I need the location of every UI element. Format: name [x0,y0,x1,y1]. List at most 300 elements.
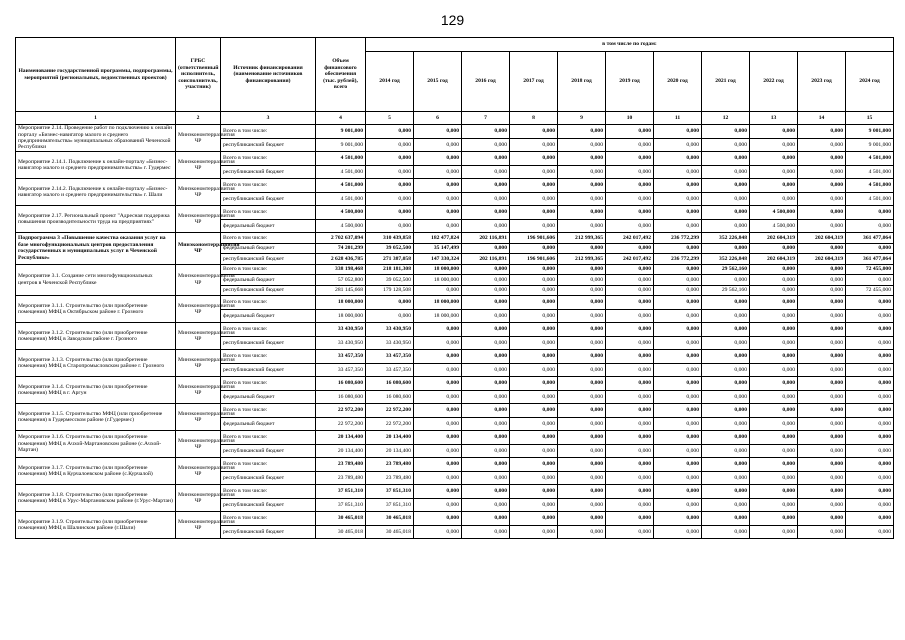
year-header: 2016 год [462,52,510,112]
measure-name: Мероприятие 2.17. Региональный проект "Адресная поддержка повышения производительности труда на предприятиях" [16,206,176,233]
year-value: 18 000,000 [414,264,462,275]
year-value: 0,000 [702,243,750,254]
year-value: 37 851,310 [366,498,414,512]
year-value: 16 080,600 [366,390,414,404]
year-value: 0,000 [510,390,558,404]
year-value: 212 999,365 [558,254,606,265]
year-value: 0,000 [462,498,510,512]
year-value: 147 330,324 [414,254,462,265]
year-value: 0,000 [606,444,654,458]
measure-name: Мероприятие 3.1.4. Строительство (или приобретение помещения) МФЦ в г. Аргун [16,377,176,404]
table-row [16,323,894,337]
year-value: 0,000 [414,525,462,539]
column-number: 8 [510,112,558,125]
year-value: 0,000 [414,192,462,206]
year-value: 0,000 [510,431,558,445]
year-value: 0,000 [654,309,702,323]
year-value: 0,000 [366,206,414,220]
year-value: 0,000 [654,390,702,404]
year-value: 0,000 [606,192,654,206]
column-number: 9 [558,112,606,125]
year-value: 0,000 [510,471,558,485]
year-value: 0,000 [558,404,606,418]
year-value: 0,000 [510,525,558,539]
year-value: 0,000 [702,192,750,206]
year-value: 0,000 [654,525,702,539]
year-value: 0,000 [702,431,750,445]
year-value: 0,000 [462,309,510,323]
year-value: 0,000 [846,471,894,485]
year-value: 0,000 [558,179,606,193]
header-source: Источник финансирования (наименование источников финансирования) [221,38,316,112]
year-value: 0,000 [558,458,606,472]
year-value: 179 128,508 [366,285,414,296]
year-value: 242 017,492 [606,254,654,265]
year-value: 0,000 [558,296,606,310]
funding-source: республиканский бюджет [221,165,316,179]
total-value: 4 501,000 [316,179,366,193]
financing-table [15,37,894,539]
year-value: 0,000 [750,323,798,337]
year-value: 0,000 [558,285,606,296]
year-value: 0,000 [798,471,846,485]
year-value: 0,000 [702,165,750,179]
year-value: 0,000 [654,192,702,206]
total-value: 4 501,000 [316,165,366,179]
year-value: 0,000 [462,404,510,418]
measure-name: Мероприятие 3.1.6. Строительство (или приобретение помещения) МФЦ в Ачхой-Мартановском районе (с.Ачхой-Мартан) [16,431,176,458]
year-value: 0,000 [654,336,702,350]
year-value: 0,000 [846,485,894,499]
year-value: 0,000 [798,417,846,431]
year-value: 0,000 [750,350,798,364]
year-value: 0,000 [606,152,654,166]
year-value: 0,000 [462,192,510,206]
year-value: 0,000 [462,264,510,275]
year-value: 0,000 [606,471,654,485]
year-value: 0,000 [606,431,654,445]
year-value: 4 501,000 [846,152,894,166]
year-value: 0,000 [702,206,750,220]
grbs-cell: Минэкономтерразвития ЧР [176,377,221,404]
total-value: 20 134,400 [316,444,366,458]
year-value: 0,000 [606,264,654,275]
funding-source: Всего в том числе: [221,431,316,445]
year-value: 0,000 [558,525,606,539]
year-value: 0,000 [702,525,750,539]
funding-source: республиканский бюджет [221,254,316,265]
year-value: 0,000 [510,444,558,458]
total-value: 281 145,668 [316,285,366,296]
year-value: 22 972,200 [366,404,414,418]
year-value: 196 901,606 [510,233,558,244]
year-value: 18 000,000 [414,296,462,310]
year-value: 0,000 [510,498,558,512]
funding-source: Всего в том числе: [221,296,316,310]
year-value: 0,000 [654,363,702,377]
year-value: 0,000 [606,206,654,220]
total-value: 23 789,480 [316,471,366,485]
year-value: 0,000 [510,458,558,472]
funding-source: Всего в том числе: [221,377,316,391]
grbs-cell: Минэкономтерразвития ЧР [176,323,221,350]
year-value: 33 430,950 [366,336,414,350]
year-value: 0,000 [846,431,894,445]
year-value: 0,000 [654,471,702,485]
year-header: 2017 год [510,52,558,112]
year-value: 16 080,600 [366,377,414,391]
grbs-cell: Минэкономтерразвития ЧР [176,350,221,377]
year-value: 0,000 [654,179,702,193]
year-value: 0,000 [798,125,846,139]
year-value: 0,000 [414,336,462,350]
year-value: 0,000 [414,485,462,499]
year-value: 0,000 [606,498,654,512]
year-value: 0,000 [606,336,654,350]
year-value: 0,000 [414,323,462,337]
total-value: 74 201,299 [316,243,366,254]
table-row [16,179,894,193]
total-value: 4 501,000 [316,192,366,206]
funding-source: федеральный бюджет [221,417,316,431]
year-value: 0,000 [414,179,462,193]
year-value: 0,000 [462,165,510,179]
year-value: 0,000 [654,264,702,275]
year-value: 0,000 [606,138,654,152]
year-value: 0,000 [798,336,846,350]
year-value: 0,000 [558,192,606,206]
year-value: 0,000 [558,206,606,220]
year-value: 0,000 [414,138,462,152]
year-value: 202 604,319 [798,254,846,265]
year-value: 0,000 [750,431,798,445]
header-grbs: ГРБС (ответственный исполнитель, соисполнитель, участник) [176,38,221,112]
funding-source: республиканский бюджет [221,471,316,485]
column-number: 6 [414,112,462,125]
year-value: 0,000 [366,192,414,206]
year-value: 9 001,000 [846,138,894,152]
year-value: 0,000 [750,275,798,286]
year-value: 0,000 [510,264,558,275]
funding-source: федеральный бюджет [221,275,316,286]
year-value: 0,000 [606,125,654,139]
year-value: 0,000 [798,485,846,499]
year-value: 0,000 [750,363,798,377]
year-value: 0,000 [798,165,846,179]
year-value: 39 052,500 [366,275,414,286]
year-value: 0,000 [558,138,606,152]
header-total: Объем финансового обеспечения (тыс. рублей), всего [316,38,366,112]
year-value: 0,000 [798,138,846,152]
year-value: 0,000 [558,417,606,431]
year-value: 0,000 [750,417,798,431]
year-value: 218 181,308 [366,264,414,275]
year-value: 0,000 [702,498,750,512]
year-value: 0,000 [846,350,894,364]
year-value: 0,000 [702,125,750,139]
year-header: 2015 год [414,52,462,112]
year-value: 22 972,200 [366,417,414,431]
header-years-group: в том числе по годам: [366,38,894,52]
year-value: 0,000 [654,350,702,364]
year-value: 39 052,500 [366,243,414,254]
year-value: 0,000 [510,152,558,166]
year-value: 0,000 [702,417,750,431]
year-value: 0,000 [558,125,606,139]
year-value: 0,000 [414,390,462,404]
total-value: 18 000,000 [316,296,366,310]
year-value: 0,000 [846,404,894,418]
year-value: 0,000 [462,512,510,526]
year-value: 0,000 [462,377,510,391]
funding-source: Всего в том числе: [221,233,316,244]
measure-name: Мероприятие 2.14.1. Подключение к онлайн-порталу «Бизнес-навигатор малого и среднего предпринимательства» г. Гудермес [16,152,176,179]
year-value: 212 999,365 [558,233,606,244]
year-value: 0,000 [414,471,462,485]
year-value: 0,000 [750,444,798,458]
year-value: 236 772,299 [654,254,702,265]
year-value: 0,000 [654,138,702,152]
year-value: 0,000 [846,363,894,377]
year-value: 0,000 [846,336,894,350]
funding-source: Всего в том числе: [221,512,316,526]
measure-name: Мероприятие 3.1.1. Строительство (или приобретение помещения) МФЦ в Октябрьском районе г. Грозного [16,296,176,323]
year-value: 310 439,858 [366,233,414,244]
year-value: 20 134,400 [366,431,414,445]
year-value: 0,000 [654,125,702,139]
table-row [16,458,894,472]
year-value: 0,000 [702,138,750,152]
funding-source: республиканский бюджет [221,336,316,350]
year-value: 0,000 [606,350,654,364]
table-row [16,377,894,391]
year-value: 0,000 [366,296,414,310]
total-value: 37 851,310 [316,485,366,499]
year-value: 0,000 [654,404,702,418]
year-value: 0,000 [750,404,798,418]
year-value: 0,000 [702,309,750,323]
table-row [16,485,894,499]
measure-name: Мероприятие 3.1.3. Строительство (или приобретение помещения) МФЦ в Старопромысловском районе г. Грозного [16,350,176,377]
funding-source: республиканский бюджет [221,444,316,458]
year-value: 0,000 [414,377,462,391]
year-value: 0,000 [702,323,750,337]
total-value: 33 430,950 [316,323,366,337]
year-value: 0,000 [702,404,750,418]
year-value: 0,000 [414,165,462,179]
funding-source: федеральный бюджет [221,219,316,233]
table-row [16,206,894,220]
year-value: 0,000 [702,152,750,166]
year-value: 0,000 [798,444,846,458]
year-value: 0,000 [750,138,798,152]
measure-name: Мероприятие 3.1.9. Строительство (или приобретение помещения) МФЦ в Шалинском районе (г.Шали) [16,512,176,539]
year-value: 9 001,000 [846,125,894,139]
year-value: 0,000 [846,512,894,526]
grbs-cell: Минэкономтерразвития ЧР [176,485,221,512]
year-value: 0,000 [846,275,894,286]
year-value: 0,000 [462,323,510,337]
year-value: 0,000 [846,323,894,337]
funding-source: федеральный бюджет [221,243,316,254]
year-header: 2014 год [366,52,414,112]
year-value: 0,000 [606,296,654,310]
year-value: 0,000 [750,458,798,472]
year-value: 0,000 [798,458,846,472]
year-value: 0,000 [750,525,798,539]
year-value: 4 501,000 [846,179,894,193]
funding-source: республиканский бюджет [221,285,316,296]
year-value: 0,000 [462,179,510,193]
year-value: 0,000 [750,471,798,485]
year-value: 0,000 [606,417,654,431]
year-value: 0,000 [558,152,606,166]
grbs-cell: Минэкономтерразвития ЧР [176,206,221,233]
year-value: 0,000 [750,179,798,193]
measure-name: Мероприятие 2.14.2. Подключение к онлайн-порталу «Бизнес-навигатор малого и среднего предпринимательства» г. Шали [16,179,176,206]
column-number: 12 [702,112,750,125]
year-value: 0,000 [798,285,846,296]
year-value: 0,000 [702,485,750,499]
year-value: 0,000 [846,309,894,323]
year-value: 0,000 [654,512,702,526]
year-value: 30 465,018 [366,512,414,526]
year-header: 2022 год [750,52,798,112]
year-value: 0,000 [558,498,606,512]
table-row [16,264,894,275]
funding-source: Всего в том числе: [221,206,316,220]
year-value: 0,000 [654,498,702,512]
year-value: 0,000 [510,243,558,254]
year-value: 0,000 [702,275,750,286]
year-value: 0,000 [414,417,462,431]
year-value: 0,000 [798,323,846,337]
year-value: 202 116,891 [462,254,510,265]
year-value: 0,000 [654,296,702,310]
table-body [16,125,894,539]
year-value: 18 000,000 [414,309,462,323]
year-value: 0,000 [414,444,462,458]
year-header: 2020 год [654,52,702,112]
year-value: 0,000 [750,285,798,296]
year-value: 202 604,319 [750,254,798,265]
year-value: 0,000 [750,336,798,350]
year-value: 0,000 [846,458,894,472]
year-value: 0,000 [462,296,510,310]
year-value: 23 789,480 [366,471,414,485]
year-value: 0,000 [510,192,558,206]
year-value: 4 501,000 [846,165,894,179]
column-number: 7 [462,112,510,125]
year-value: 0,000 [366,309,414,323]
year-value: 0,000 [510,206,558,220]
total-value: 16 080,600 [316,377,366,391]
year-value: 0,000 [702,179,750,193]
year-value: 0,000 [846,219,894,233]
grbs-cell: Минэкономтерразвития ЧР [176,404,221,431]
year-value: 182 477,824 [414,233,462,244]
year-value: 0,000 [558,323,606,337]
year-value: 20 134,400 [366,444,414,458]
page-number: 129 [440,12,465,28]
year-value: 0,000 [414,458,462,472]
grbs-cell: Минэкономтерразвития ЧР [176,152,221,179]
year-value: 0,000 [798,431,846,445]
funding-source: Всего в том числе: [221,264,316,275]
year-value: 0,000 [558,264,606,275]
year-value: 0,000 [462,285,510,296]
header-name: Наименование государственной программы, подпрограммы, мероприятий (региональных, ведомственных проектов) [16,38,176,112]
year-value: 0,000 [510,350,558,364]
year-value: 0,000 [462,431,510,445]
year-value: 0,000 [702,444,750,458]
year-value: 0,000 [462,471,510,485]
year-value: 0,000 [654,417,702,431]
year-value: 0,000 [510,125,558,139]
year-value: 0,000 [510,485,558,499]
funding-source: федеральный бюджет [221,390,316,404]
year-value: 0,000 [558,309,606,323]
total-value: 22 972,200 [316,417,366,431]
year-value: 0,000 [606,243,654,254]
year-header: 2024 год [846,52,894,112]
grbs-cell: Минэкономтерразвития ЧР [176,296,221,323]
total-value: 9 001,000 [316,125,366,139]
year-value: 0,000 [606,363,654,377]
year-value: 271 387,058 [366,254,414,265]
year-value: 0,000 [654,377,702,391]
funding-source: Всего в том числе: [221,323,316,337]
total-value: 4 500,000 [316,219,366,233]
year-value: 0,000 [366,138,414,152]
year-value: 0,000 [606,458,654,472]
year-value: 29 562,160 [702,285,750,296]
year-value: 0,000 [606,390,654,404]
funding-source: Всего в том числе: [221,152,316,166]
year-value: 0,000 [414,206,462,220]
year-value: 35 147,499 [414,243,462,254]
year-value: 0,000 [462,458,510,472]
funding-source: федеральный бюджет [221,309,316,323]
year-value: 0,000 [798,512,846,526]
year-value: 0,000 [798,275,846,286]
year-value: 33 457,350 [366,350,414,364]
year-value: 0,000 [414,431,462,445]
year-value: 0,000 [366,179,414,193]
grbs-cell: Минэкономтерразвития ЧР [176,512,221,539]
year-value: 0,000 [750,192,798,206]
year-value: 0,000 [414,363,462,377]
total-value: 9 001,000 [316,138,366,152]
funding-source: республиканский бюджет [221,192,316,206]
year-value: 0,000 [654,275,702,286]
year-value: 0,000 [366,165,414,179]
year-value: 0,000 [606,512,654,526]
year-value: 0,000 [846,296,894,310]
year-value: 0,000 [750,390,798,404]
year-value: 0,000 [414,512,462,526]
measure-name: Мероприятие 3.1.7. Строительство (или приобретение помещения) МФЦ в Курчалоевском районе (с.Курчалой) [16,458,176,485]
year-value: 0,000 [846,206,894,220]
year-value: 352 226,848 [702,233,750,244]
year-value: 0,000 [702,390,750,404]
year-value: 0,000 [558,336,606,350]
year-value: 0,000 [798,498,846,512]
year-value: 29 562,160 [702,264,750,275]
measure-name: Мероприятие 3.1. Создание сети многофункциональных центров в Чеченской Республике [16,264,176,296]
year-value: 0,000 [606,309,654,323]
year-value: 33 457,350 [366,363,414,377]
